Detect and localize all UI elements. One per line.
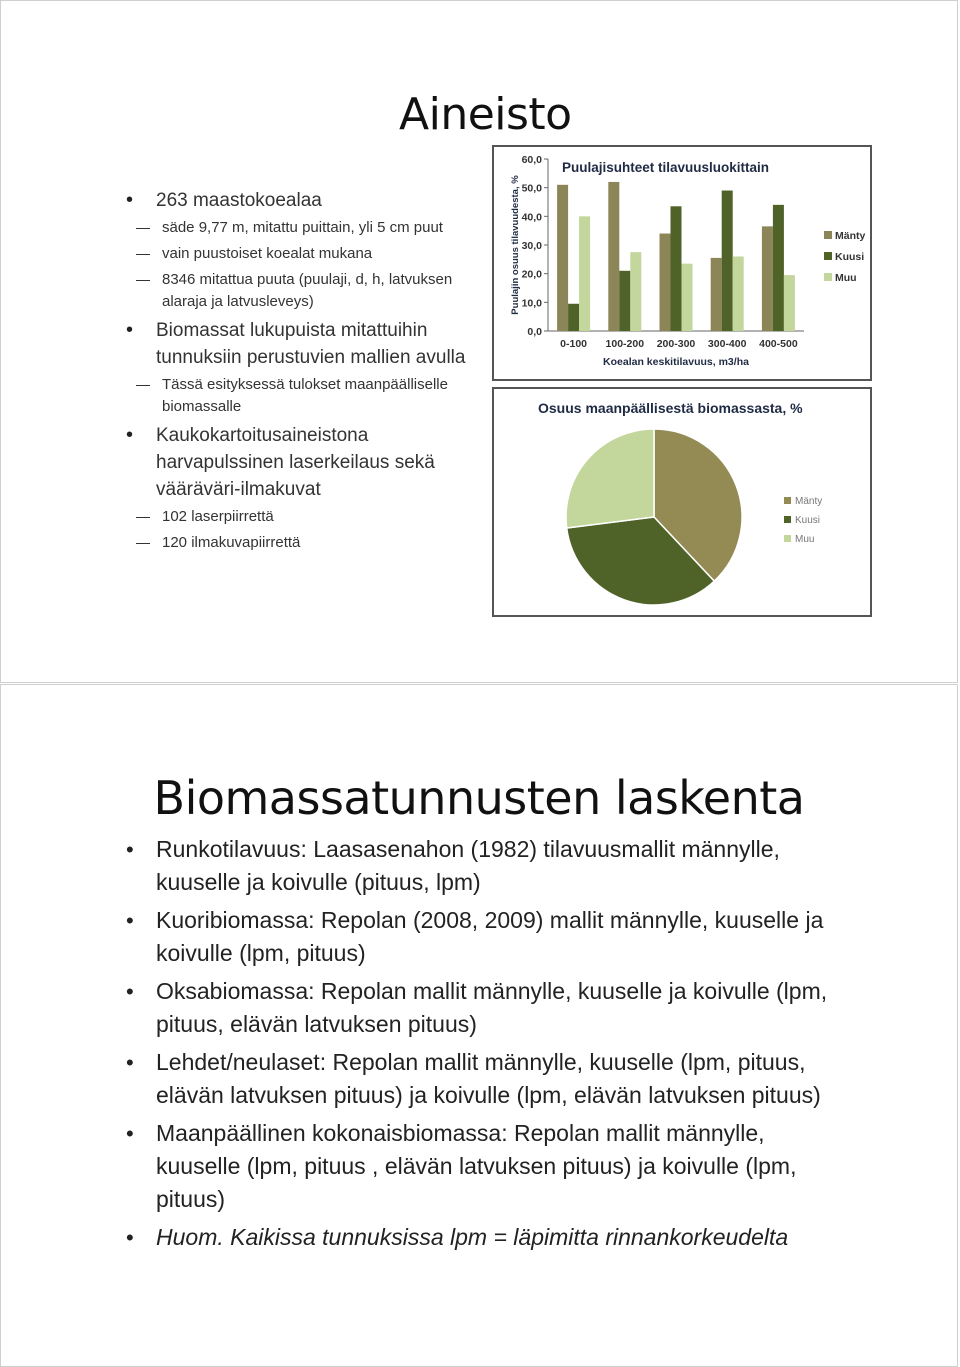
legend-swatch — [824, 231, 832, 239]
legend-label: Muu — [835, 272, 857, 284]
list-item: • Biomassat lukupuista mitattuihin tunnuksiin perustuvien mallien avulla — [126, 317, 471, 371]
bar-muu-400-500 — [784, 275, 795, 331]
bar-mänty-100-200 — [608, 182, 619, 331]
bar-kuusi-300-400 — [722, 191, 733, 331]
sub-list-item: 120 ilmakuvapiirrettä — [96, 532, 471, 554]
list-item: • Lehdet/neulaset: Repolan mallit männylle, kuuselle (lpm, pituus, elävän latvuksen pituus) ja koivulle (lpm, elävän latvuksen pituus) — [126, 1046, 846, 1112]
slide-title: Biomassatunnusten laskenta — [153, 771, 805, 825]
slide-biomassatunnusten-laskenta — [0, 684, 958, 1367]
legend-label: Kuusi — [795, 515, 821, 526]
y-tick-label: 0,0 — [527, 326, 542, 338]
bar-muu-100-200 — [630, 252, 641, 331]
pie-chart-svg — [494, 389, 870, 615]
sub-list-item: vain puustoiset koealat mukana — [96, 243, 471, 265]
sub-list-item: Tässä esityksessä tulokset maanpäälliselle biomassalle — [96, 374, 471, 418]
bar-chart-svg — [494, 147, 870, 379]
x-tick-label: 200-300 — [656, 338, 696, 350]
bar-kuusi-400-500 — [773, 205, 784, 331]
sub-list-item: 8346 mitattua puuta (puulaji, d, h, latvuksen alaraja ja latvusleveys) — [96, 269, 471, 313]
bar-chart — [492, 145, 872, 381]
legend-swatch — [784, 535, 791, 542]
sub-list-item: säde 9,77 m, mitattu puittain, yli 5 cm puut — [96, 217, 471, 239]
y-tick-label: 60,0 — [521, 154, 542, 166]
legend-label: Kuusi — [835, 251, 865, 263]
bar-muu-200-300 — [682, 264, 693, 331]
pie-slice-muu — [566, 429, 654, 528]
bar-kuusi-0-100 — [568, 304, 579, 331]
y-axis-label: Puulajin osuus tilavuudesta, % — [510, 175, 521, 315]
legend-swatch — [824, 252, 832, 260]
bullet-list — [126, 187, 471, 558]
y-tick-label: 40,0 — [521, 211, 542, 224]
x-tick-label: 300-400 — [707, 338, 747, 350]
list-item: • Runkotilavuus: Laasasenahon (1982) tilavuusmallit männylle, kuuselle ja koivulle (pituus, lpm) — [126, 833, 846, 899]
x-axis-label: Koealan keskitilavuus, m3/ha — [603, 356, 749, 368]
bar-muu-300-400 — [733, 256, 744, 331]
y-tick-label: 20,0 — [521, 268, 542, 281]
legend-swatch — [784, 516, 791, 523]
legend-swatch — [824, 273, 832, 281]
y-tick-label: 30,0 — [521, 240, 542, 252]
bar-muu-0-100 — [579, 216, 590, 331]
legend-label: Mänty — [795, 496, 823, 507]
bar-kuusi-100-200 — [619, 271, 630, 331]
legend-label: Muu — [795, 534, 815, 545]
y-tick-label: 10,0 — [521, 297, 542, 310]
bar-mänty-0-100 — [557, 185, 568, 331]
x-tick-label: 400-500 — [759, 338, 798, 350]
bullet-list — [126, 833, 846, 1259]
slide-aineisto — [0, 0, 958, 683]
list-item: • Kaukokartoitusaineistona harvapulssinen laserkeilaus sekä vääräväri-ilmakuvat — [126, 422, 471, 503]
list-item: • Kuoribiomassa: Repolan (2008, 2009) mallit männylle, kuuselle ja koivulle (lpm, pituus) — [126, 904, 846, 970]
pie-chart — [492, 387, 872, 617]
list-item: • Maanpäällinen kokonaisbiomassa: Repolan mallit männylle, kuuselle (lpm, pituus , elävän latvuksen pituus) ja koivulle (lpm, pituus) — [126, 1117, 846, 1216]
chart-title: Puulajisuhteet tilavuusluokittain — [562, 160, 770, 175]
bar-mänty-400-500 — [762, 226, 773, 331]
bar-kuusi-200-300 — [671, 206, 682, 331]
legend-swatch — [784, 497, 791, 504]
y-tick-label: 50,0 — [521, 182, 542, 195]
list-item: • Oksabiomassa: Repolan mallit männylle, kuuselle ja koivulle (lpm, pituus, elävän latvuksen pituus) — [126, 975, 846, 1041]
legend-label: Mänty — [835, 230, 866, 242]
chart-title: Osuus maanpäällisestä biomassasta, % — [538, 400, 803, 416]
slide-title: Aineisto — [399, 89, 572, 140]
bar-mänty-300-400 — [711, 258, 722, 331]
x-tick-label: 100-200 — [605, 338, 645, 350]
list-item: • 263 maastokoealaa — [126, 187, 471, 214]
bar-mänty-200-300 — [660, 234, 671, 331]
x-tick-label: 0-100 — [560, 338, 588, 350]
sub-list-item: 102 laserpiirrettä — [96, 506, 471, 528]
note-item: • Huom. Kaikissa tunnuksissa lpm = läpimitta rinnankorkeudelta — [126, 1221, 846, 1254]
